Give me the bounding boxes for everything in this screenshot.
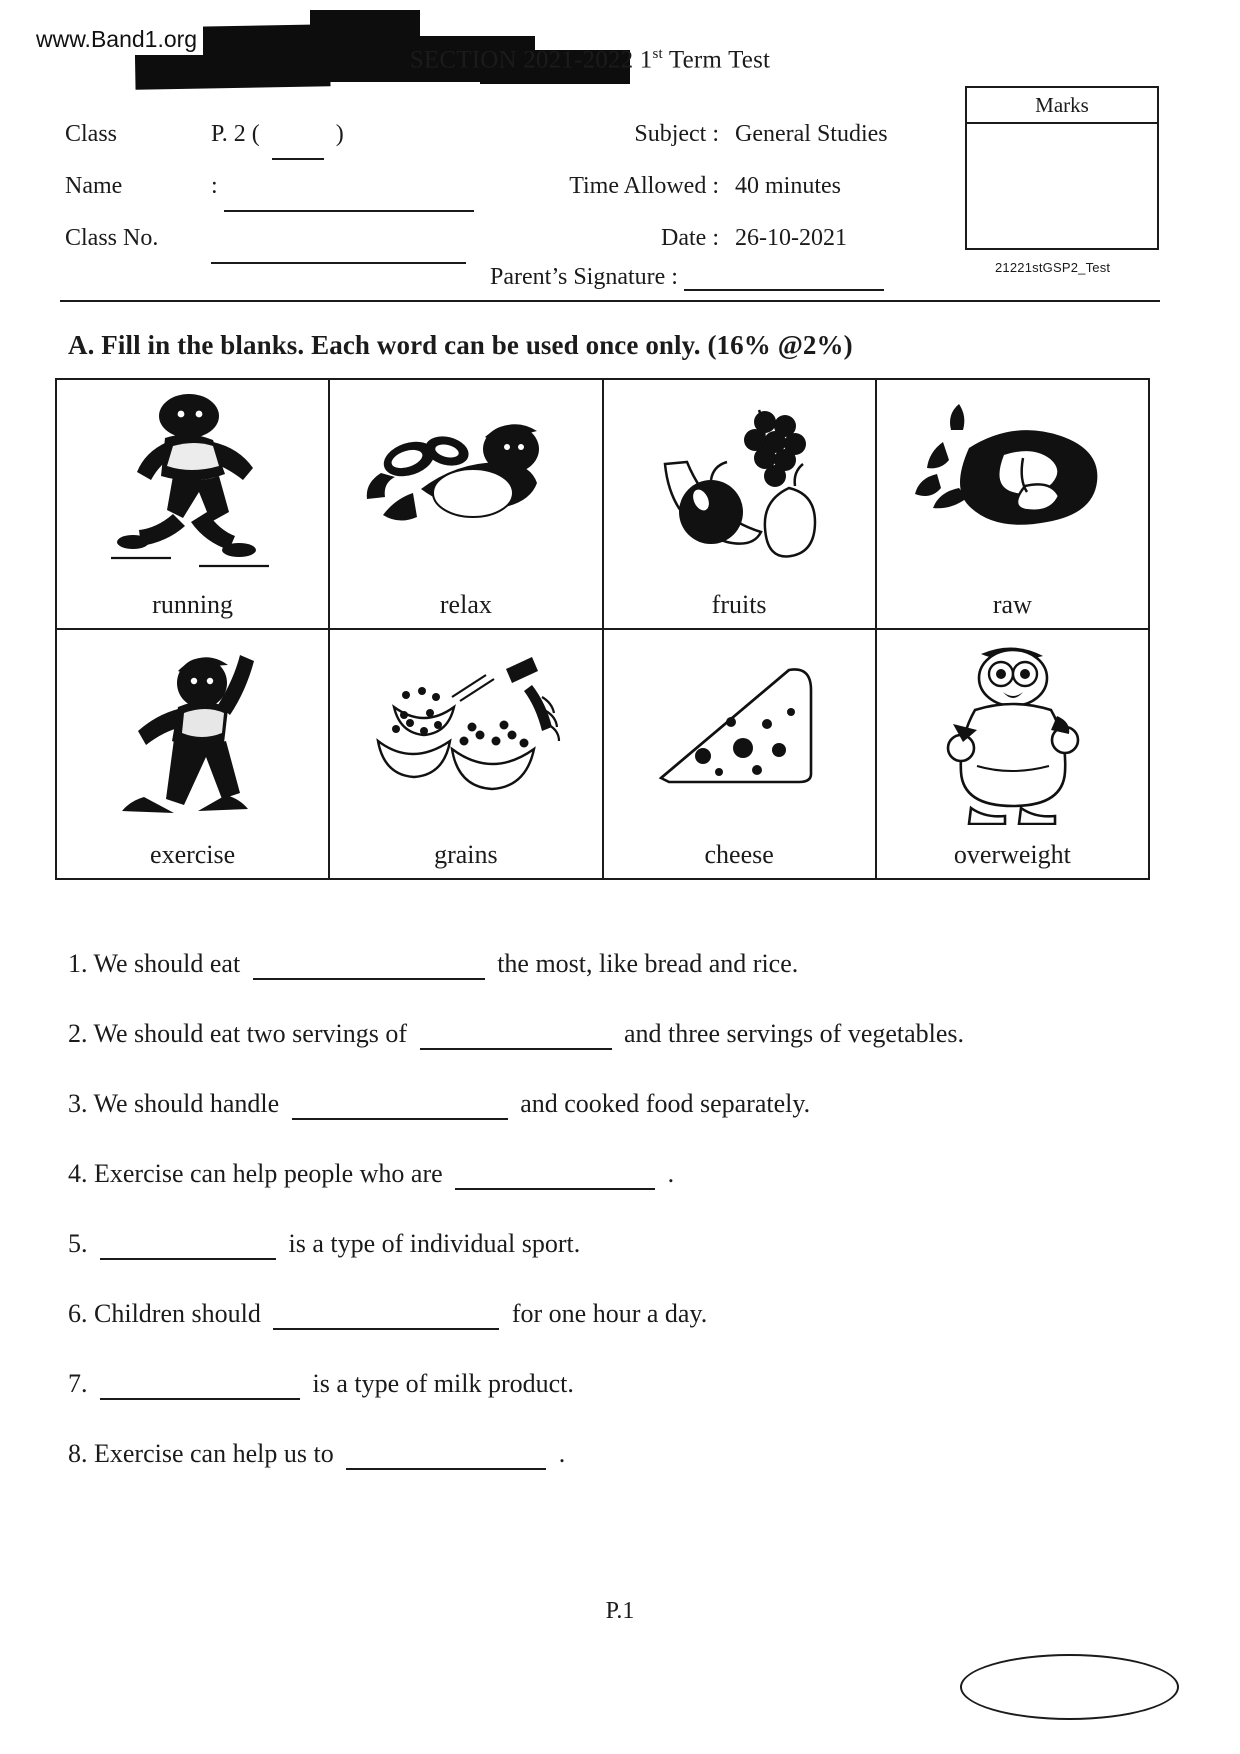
word-label: grains (434, 840, 498, 869)
page-title-suffix: Term Test (662, 46, 771, 74)
question-item (68, 1298, 1148, 1330)
answer-blank[interactable] (100, 1234, 276, 1260)
watermark-label: www.Band1.org (30, 24, 203, 55)
answer-blank[interactable] (100, 1374, 300, 1400)
answer-blank[interactable] (292, 1094, 508, 1120)
question-number: 4. (68, 1159, 88, 1188)
redaction-mark (310, 10, 420, 50)
field-date (490, 212, 950, 264)
word-label: relax (439, 590, 492, 619)
marks-box-label: Marks (967, 88, 1157, 124)
question-number: 7. (68, 1369, 88, 1398)
question-item (68, 1018, 1148, 1050)
word-label: fruits (711, 590, 767, 619)
word-bank-cell (603, 629, 876, 879)
word-bank-cell (56, 379, 329, 629)
question-text-pre: Exercise can help us to (94, 1439, 334, 1468)
cheese-wedge-icon (604, 636, 875, 828)
document-header (60, 8, 1180, 288)
page-title-main: SECTION 2021-2022 1 (409, 46, 653, 74)
word-bank-row (56, 629, 1149, 879)
question-number: 5. (68, 1229, 88, 1258)
stamp-ellipse (960, 1654, 1179, 1720)
answer-blank[interactable] (455, 1164, 655, 1190)
word-bank-cell (876, 379, 1149, 629)
question-text-pre: Children should (94, 1299, 261, 1328)
field-class (65, 108, 474, 160)
field-time-allowed-value: 40 minutes (735, 173, 841, 199)
word-label: overweight (953, 840, 1071, 869)
page-title-ordinal: st (652, 46, 663, 62)
question-item (68, 1368, 1148, 1400)
header-divider (60, 300, 1160, 302)
question-list (68, 948, 1148, 1508)
word-bank-cell (56, 629, 329, 879)
question-item (68, 1158, 1148, 1190)
field-name-colon: : (211, 173, 218, 199)
question-text-post: the most, like bread and rice. (497, 949, 799, 978)
question-text-post: and cooked food separately. (520, 1089, 811, 1118)
field-parent-signature (490, 264, 884, 291)
field-class-value: P. 2 ( (211, 121, 260, 147)
answer-blank[interactable] (346, 1444, 546, 1470)
field-name-input[interactable] (224, 188, 474, 212)
person-relaxing-icon (330, 386, 601, 578)
question-text-post: for one hour a day. (511, 1299, 708, 1328)
field-class-label: Class (65, 121, 118, 147)
word-bank-cell (603, 379, 876, 629)
field-class-no-label: Class No. (65, 225, 159, 251)
question-text-post: and three servings of vegetables. (624, 1019, 965, 1048)
fruits-icon (604, 386, 875, 578)
paper-code-label: 21221stGSP2_Test (995, 260, 1111, 275)
question-text-pre: We should eat (93, 949, 241, 978)
marks-box (965, 86, 1159, 250)
grains-bowls-icon (330, 636, 601, 828)
overweight-person-icon (877, 636, 1148, 828)
running-boy-icon (57, 386, 328, 578)
field-subject-label: Subject : (634, 121, 719, 147)
question-number: 3. (68, 1089, 88, 1118)
question-text-post: is a type of individual sport. (288, 1229, 581, 1258)
question-item (68, 1228, 1148, 1260)
field-date-value: 26-10-2021 (735, 225, 847, 251)
field-class-no-input[interactable] (211, 240, 466, 264)
word-bank-row (56, 379, 1149, 629)
answer-blank[interactable] (420, 1024, 612, 1050)
question-text-pre: Exercise can help people who are (94, 1159, 443, 1188)
question-text-pre: We should handle (93, 1089, 280, 1118)
field-time-allowed-label: Time Allowed : (569, 173, 719, 199)
stretching-person-icon (57, 636, 328, 828)
question-number: 2. (68, 1019, 88, 1048)
word-bank-cell (876, 629, 1149, 879)
answer-blank[interactable] (253, 954, 485, 980)
field-time-allowed (490, 160, 950, 212)
field-name (65, 160, 474, 212)
field-subject-value: General Studies (735, 121, 888, 147)
field-class-value-close: ) (335, 121, 344, 147)
word-bank-cell (329, 629, 602, 879)
page-number: P.1 (605, 1598, 635, 1624)
word-bank-cell (329, 379, 602, 629)
question-item (68, 1088, 1148, 1120)
question-number: 6. (68, 1299, 88, 1328)
question-item (68, 948, 1148, 980)
word-label: running (152, 590, 234, 619)
field-date-label: Date : (661, 225, 719, 251)
question-number: 1. (68, 949, 88, 978)
field-parent-signature-input[interactable] (684, 267, 884, 291)
word-label: raw (992, 590, 1032, 619)
field-name-label: Name (65, 173, 123, 199)
question-number: 8. (68, 1439, 88, 1468)
test-info-fields (490, 108, 950, 264)
section-a-heading: A. Fill in the blanks. Each word can be used once only. (16% @2%) (68, 330, 853, 360)
question-text-post: . (667, 1159, 675, 1188)
field-subject (490, 108, 950, 160)
word-bank-table (55, 378, 1150, 880)
word-label: cheese (704, 840, 774, 869)
field-class-no (65, 212, 474, 264)
answer-blank[interactable] (273, 1304, 499, 1330)
question-text-pre: We should eat two servings of (93, 1019, 407, 1048)
question-item (68, 1438, 1148, 1470)
word-label: exercise (150, 840, 236, 869)
question-text-post: is a type of milk product. (312, 1369, 574, 1398)
student-info-fields (65, 108, 474, 264)
field-parent-signature-label: Parent’s Signature : (490, 264, 678, 290)
page-title (60, 46, 1120, 74)
raw-meat-icon (877, 386, 1148, 578)
question-text-post: . (558, 1439, 566, 1468)
